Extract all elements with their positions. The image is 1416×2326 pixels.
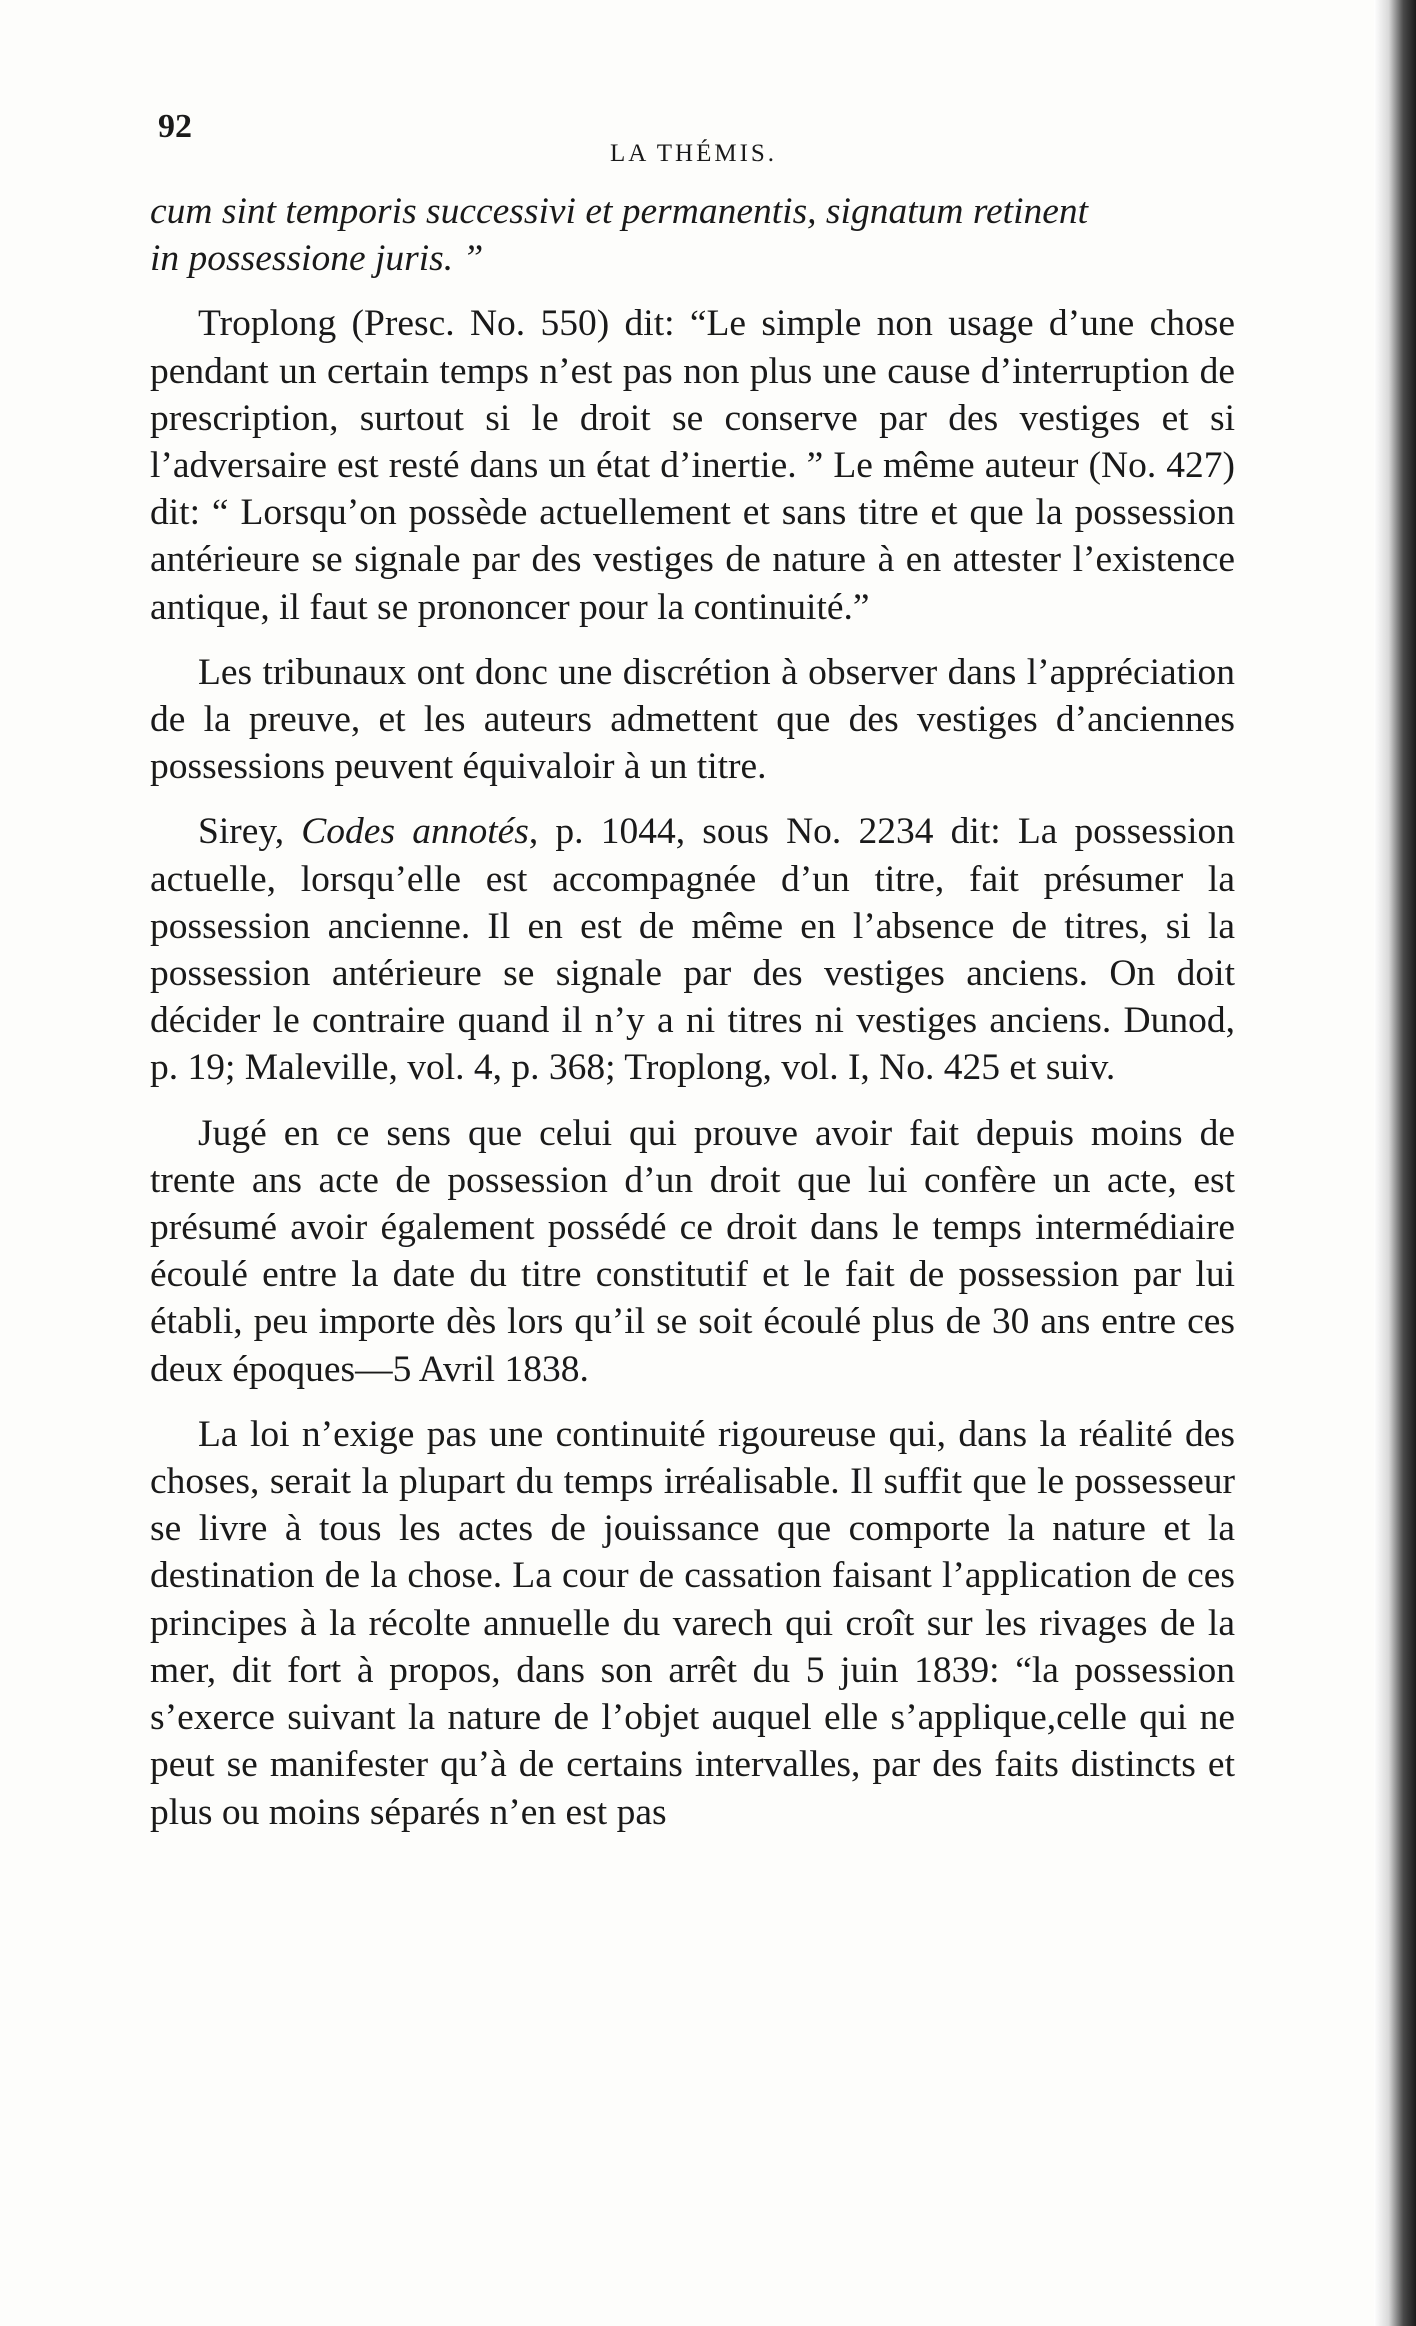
opening-quote: [150, 188, 1235, 282]
opening-quote-line-1: cum sint temporis successivi et permanentis, signatum retinent: [150, 191, 1089, 232]
body-text: [150, 188, 1235, 1836]
codes-annotes-title: Codes annotés: [301, 811, 529, 853]
paragraph-loi: La loi n’exige pas une continuité rigoureuse qui, dans la réalité des choses, serait la plupart du temps irréalisable. Il suffit que le possesseur se livre à tous les actes de jouissance que comporte la nature et la destination de la chose. La cour de cassation faisant l’application de ces principes à la récolte annuelle du varech qui croît sur les rivages de la mer, dit fort à propos, dans son arrêt du 5 juin 1839: “la possession s’exerce suivant la nature de l’objet auquel elle s’applique,celle qui ne peut se manifester qu’à de certains intervalles, par des faits distincts et plus ou moins séparés n’en est pas: [150, 1413, 1235, 1833]
paragraph-juge: Jugé en ce sens que celui qui prouve avoir fait depuis moins de trente ans acte de possession d’un droit que lui confère un acte, est présumé avoir également possédé ce droit dans le temps intermédiaire écoulé entre la date du titre constitutif et le fait de possession par lui établi, peu importe dès lors qu’il se soit écoulé plus de 30 ans entre ces deux époques—5 Avril 1838.: [150, 1112, 1235, 1390]
sirey-text: , p. 1044, sous No. 2234 dit: La possession actuelle, lorsqu’elle est accompagnée d’un titre, fait présumer la possession ancienne. Il en est de même en l’absence de titres, si la possession antérieure se signale par des vestiges anciens. On doit décider le contraire quand il n’y a ni titres ni vestiges anciens. Dunod, p. 19; Maleville, vol. 4, p. 368; Troplong, vol. I, No. 425 et suiv.: [150, 811, 1235, 1089]
paragraph-tribunaux: Les tribunaux ont donc une discrétion à observer dans l’appréciation de la preuve, et les auteurs admettent que des vestiges d’anciennes possessions peuvent équivaloir à un titre.: [150, 651, 1235, 788]
page-binding-edge: [1374, 0, 1416, 2326]
paragraph-troplong: Troplong (Presc. No. 550) dit: “Le simple non usage d’une chose pendant un certain temps n’est pas non plus une cause d’interruption de prescription, surtout si le droit se conserve par des vestiges et si l’adversaire est resté dans un état d’inertie. ” Le même auteur (No. 427) dit: “ Lorsqu’on possède actuellement et sans titre et que la possession antérieure se signale par des vestiges de nature à en attester l’existence antique, il faut se prononcer pour la continuité.”: [150, 303, 1235, 628]
paragraph-sirey: [150, 808, 1235, 1091]
page-number: 92: [158, 108, 192, 145]
running-head: LA THÉMIS.: [610, 140, 778, 167]
opening-quote-line-2: in possessione juris. ”: [150, 238, 484, 280]
sirey-prefix: Sirey,: [198, 811, 302, 853]
